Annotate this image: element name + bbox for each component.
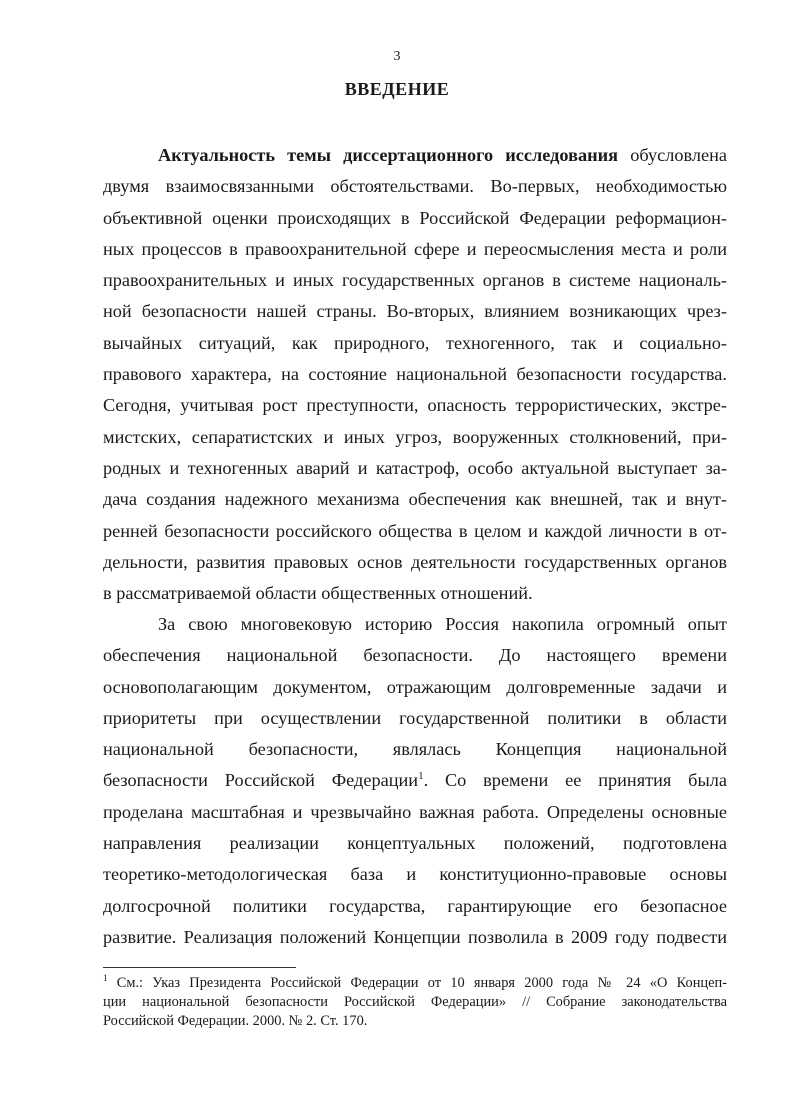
footnote-line: Российской Федерации. 2000. № 2. Ст. 170. [103,1013,368,1029]
paragraph-line: ренней безопасности российского общества в целом и каждой личности в от- [103,520,727,541]
paragraph-history [103,609,727,953]
paragraph-line: мистских, сепаратистских и иных угроз, вооруженных столкновений, при- [103,426,727,447]
paragraph-line: правоохранительных и иных государственных органов в системе националь- [103,270,727,291]
footnote [103,974,727,1031]
paragraph-line: ной безопасности нашей страны. Во-вторых, влиянием возникающих чрез- [103,301,727,322]
paragraph-line: вычайных ситуаций, как природного, техногенного, так и социально- [103,332,727,353]
paragraph-line: теоретико-методологическая база и конституционно-правовые основы [103,864,727,885]
paragraph-line: родных и техногенных аварий и катастроф, особо актуальной выступает за- [103,457,727,478]
page-number: 3 [393,49,401,64]
line-text: . Со времени ее принятия была [423,770,727,791]
paragraph-line: национальной безопасности, являлась Концепция национальной [103,739,727,760]
paragraph-line: приоритеты при осуществлении государственной политики в области [103,707,727,728]
section-heading: ВВЕДЕНИЕ [344,79,450,99]
paragraph-line: дача создания надежного механизма обеспечения как внешней, так и внут- [103,489,727,510]
paragraph-line: развитие. Реализация положений Концепции позволила в 2009 году подвести [103,926,727,947]
paragraph-line: долгосрочной политики государства, гарантирующие его безопасное [103,895,727,916]
paragraph-line: правового характера, на состояние национальной безопасности государства. [103,364,727,385]
paragraph-line: За свою многовековую историю Россия накопила огромный опыт [158,614,727,634]
footnote-text: См.: Указ Президента Российской Федерации от 10 января 2000 года № 24 «О Концеп- [107,975,727,991]
footnote-line [103,974,727,993]
line-text: безопасности Российской Федерации [103,770,419,791]
paragraph-line: проделана масштабная и чрезвычайно важная работа. Определены основные [103,801,727,822]
paragraph-line [103,765,727,796]
relevance-lead: Актуальность темы диссертационного исследования [158,145,619,165]
footnote-line: ции национальной безопасности Российской Федерации» // Собрание законодательства [103,994,727,1010]
paragraph-line: двумя взаимосвязанными обстоятельствами. Во-первых, необходимостью [103,176,727,197]
footnote-separator [103,967,296,968]
relevance-lead-rest: обусловлена [630,145,727,165]
paragraph-line: обеспечения национальной безопасности. До настоящего времени [103,645,727,666]
paragraph-line: дельности, развития правовых основ деятельности государственных органов [103,551,727,572]
paragraph-line [103,140,727,171]
footnote-reference[interactable]: 1 [418,770,424,783]
footnote-marker: 1 [103,973,108,984]
paragraph-line: Сегодня, учитывая рост преступности, опасность террористических, экстре- [103,395,727,416]
paragraph-line: основополагающим документом, отражающим долговременные задачи и [103,676,727,697]
paragraph-line: ных процессов в правоохранительной сфере и переосмысления места и роли [103,238,727,259]
paragraph-relevance [103,140,727,609]
paragraph-line: направления реализации концептуальных положений, подготовлена [103,833,727,854]
paragraph-line: объективной оценки происходящих в Российской Федерации реформацион- [103,207,727,228]
paragraph-line: в рассматриваемой области общественных отношений. [103,583,533,604]
